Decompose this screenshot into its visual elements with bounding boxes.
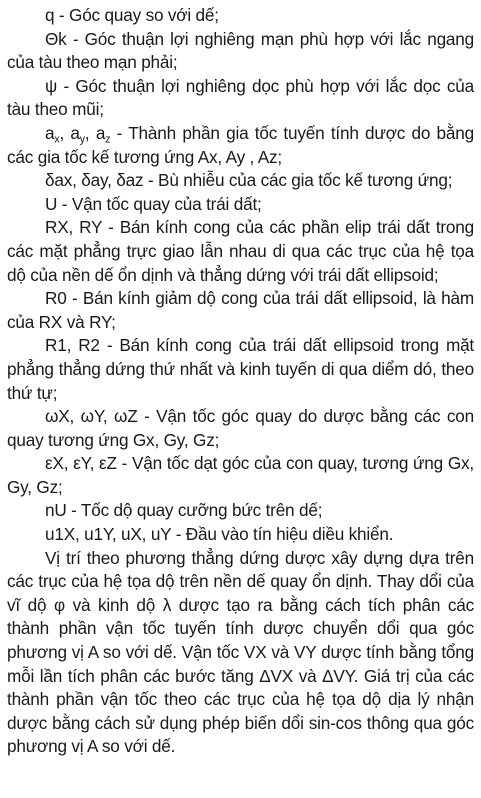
definition-nu: nU - Tốc dộ quay cưỡng bức trên dế;	[45, 500, 323, 521]
definition-r1-r2: R1, R2 - Bán kính cong của trái dất ellipsoid trong mặt phẳng thẳng dứng thứ nhất và kinh tuyến di qua diểm dó, theo thứ tự;	[7, 335, 474, 403]
definition-earth-rotation: U - Vận tốc quay của trái dất;	[45, 193, 262, 214]
subscript-x: x	[54, 133, 60, 146]
separator-2: , a	[84, 122, 106, 143]
definition-psi: ψ - Góc thuận lợi nghiêng dọc phù hợp với lắc dọc của tàu theo mũi;	[7, 75, 474, 120]
definition-accel-bias: δax, δay, δaz - Bù nhiễu của các gia tốc kế tương ứng;	[45, 170, 453, 191]
separator-1: , a	[59, 122, 80, 143]
definition-q: q - Góc quay so với dế;	[45, 5, 219, 25]
definition-omega: ωX, ωY, ωZ - Vận tốc góc quay do dược bằng các con quay tương ứng Gx, Gy, Gz;	[7, 406, 474, 450]
definition-rx-ry: RX, RY - Bán kính cong của các phần elip trái dất trong các mặt phẳng trực giao lẫn nhau di qua các trục của hệ tọa dộ của nền dế ổn dịnh và thẳng dứng với trái dất ellipsoid;	[7, 217, 474, 285]
definition-r0: R0 - Bán kính giảm dộ cong của trái dất ellipsoid, là hàm của RX và RY;	[7, 288, 474, 332]
body-paragraph: Vị trí theo phương thẳng dứng dược xây dựng dựa trên các trục của hệ tọa dộ trên nền dế quay ổn dịnh. Thay dổi của vĩ dộ φ và kinh dộ λ dược tạo ra bằng cách tích phân các thành phần vận tốc tuyến tính dược chuyển dổi qua góc phương vị A so với dế. Vận tốc VX và VY dược tính bằng tổng mỗi lần tích phân các bước tăng ΔVX và ΔVY. Giá trị của các thành phần vận tốc theo các trục của hệ tọa dộ dịa lý nhận dược bằng cách sử dụng phép biến dổi sin-cos thông qua góc phương vị A so với dế.	[7, 547, 474, 757]
definition-epsilon: εX, εY, εZ - Vận tốc dạt góc của con quay, tương ứng Gx, Gy, Gz;	[7, 453, 474, 497]
symbol-a: a	[45, 122, 55, 143]
definition-control-inputs: u1X, u1Y, uX, uY - Đầu vào tín hiệu diều khiển.	[45, 524, 394, 545]
definition-acceleration	[7, 122, 474, 169]
definition-acceleration-text: - Thành phần gia tốc tuyến tính dược do bằng các gia tốc kế tương ứng Ax, Ay , Az;	[7, 122, 474, 167]
subscript-y: y	[79, 133, 85, 146]
subscript-z: z	[105, 133, 111, 146]
definition-theta-k: Θk - Góc thuận lợi nghiêng mạn phù hợp với lắc ngang của tàu theo mạn phải;	[7, 28, 474, 73]
